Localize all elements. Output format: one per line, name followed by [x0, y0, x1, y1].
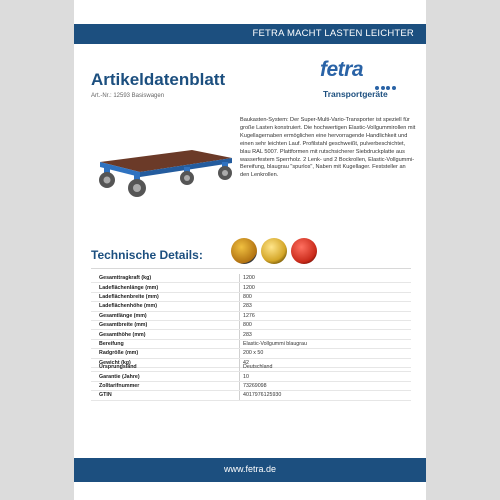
spec-key: Gesamttragkraft (kg) — [91, 274, 240, 283]
article-number: Art.-Nr.: 12593 Basiswagen — [91, 93, 165, 99]
spec-key: Radgröße (mm) — [91, 349, 240, 358]
spec-key: Gesamtbreite (mm) — [91, 320, 240, 329]
table-row — [91, 330, 411, 339]
spec-key: Gesamthöhe (mm) — [91, 330, 240, 339]
spec-value: 4017976125930 — [240, 391, 412, 400]
spec-key: GTIN — [91, 391, 240, 400]
footer-url[interactable]: www.fetra.de — [223, 464, 277, 474]
table-row — [91, 381, 411, 390]
spec-key: Gewicht (kg) — [91, 358, 240, 367]
spec-value: 200 x 50 — [240, 349, 412, 358]
spec-key: Ladeflächenbreite (mm) — [91, 292, 240, 301]
logo-tagline: Transportgeräte — [323, 89, 388, 99]
quality-badges — [231, 238, 319, 266]
table-row — [91, 311, 411, 320]
datasheet-page — [74, 0, 426, 500]
spec-value: 283 — [240, 330, 412, 339]
spec-key: Ladeflächenlänge (mm) — [91, 283, 240, 292]
table-row — [91, 363, 411, 372]
spec-value: 10 — [240, 372, 412, 381]
spec-value: 800 — [240, 292, 412, 301]
spec-value: Elastic-Vollgummi blaugrau — [240, 339, 412, 348]
table-row — [91, 349, 411, 358]
fetra-logo — [320, 58, 410, 98]
spec-value: 800 — [240, 320, 412, 329]
spec-table — [91, 274, 411, 368]
table-row — [91, 372, 411, 381]
table-row — [91, 391, 411, 400]
table-row — [91, 302, 411, 311]
spec-value: 73269098 — [240, 381, 412, 390]
header-bar — [74, 24, 426, 44]
page-title: Artikeldatenblatt — [91, 70, 226, 89]
spec-key: Gesamtlänge (mm) — [91, 311, 240, 320]
spec-key: Ursprungsland — [91, 363, 240, 372]
spec-key: Zolltarifnummer — [91, 381, 240, 390]
made-in-germany-badge-icon — [231, 238, 257, 264]
spec-value: 42 — [240, 358, 412, 367]
table-row — [91, 283, 411, 292]
table-row — [91, 292, 411, 301]
product-description: Baukasten-System: Der Super-Multi-Vario-Transporter ist speziell für große Lasten konstruiert. Die hochwertigen Elastic-Vollgummirollen mit Kugellagernaben ermöglichen eine hervorragende Handlichkeit und einen sehr leichten Lauf. Profilstahl geschweißt, pulverbeschichtet, blau RAL 5007. Plattformen mit rutschsicherer Siebdruckplatte aus wasserfestem Sperrholz. 2 Lenk- und 2 Bockrollen, Elastic-Vollgummi-Bereifung, blaugrau "spurlos", Naben mit Kugellager. Feststeller an den Lenkrollen. — [240, 117, 416, 179]
premium-quality-badge-icon — [261, 238, 287, 264]
spec-value: 1200 — [240, 274, 412, 283]
spec-value: Deutschland — [240, 363, 412, 372]
spec-value: 283 — [240, 302, 412, 311]
logo-wordmark: fetra — [320, 58, 364, 81]
total-stop-badge-icon — [291, 238, 317, 264]
slogan: FETRA MACHT LASTEN LEICHTER — [252, 28, 414, 39]
table-row — [91, 274, 411, 283]
section-title: Technische Details: — [91, 248, 203, 262]
table-row — [91, 320, 411, 329]
table-row — [91, 339, 411, 348]
spec-key: Bereifung — [91, 339, 240, 348]
origin-table — [91, 363, 411, 401]
spec-key: Garantie (Jahre) — [91, 372, 240, 381]
spec-value: 1200 — [240, 283, 412, 292]
divider — [91, 268, 411, 269]
spec-value: 1276 — [240, 311, 412, 320]
spec-key: Ladeflächenhöhe (mm) — [91, 302, 240, 311]
footer-bar — [74, 458, 426, 482]
product-image — [94, 140, 234, 200]
